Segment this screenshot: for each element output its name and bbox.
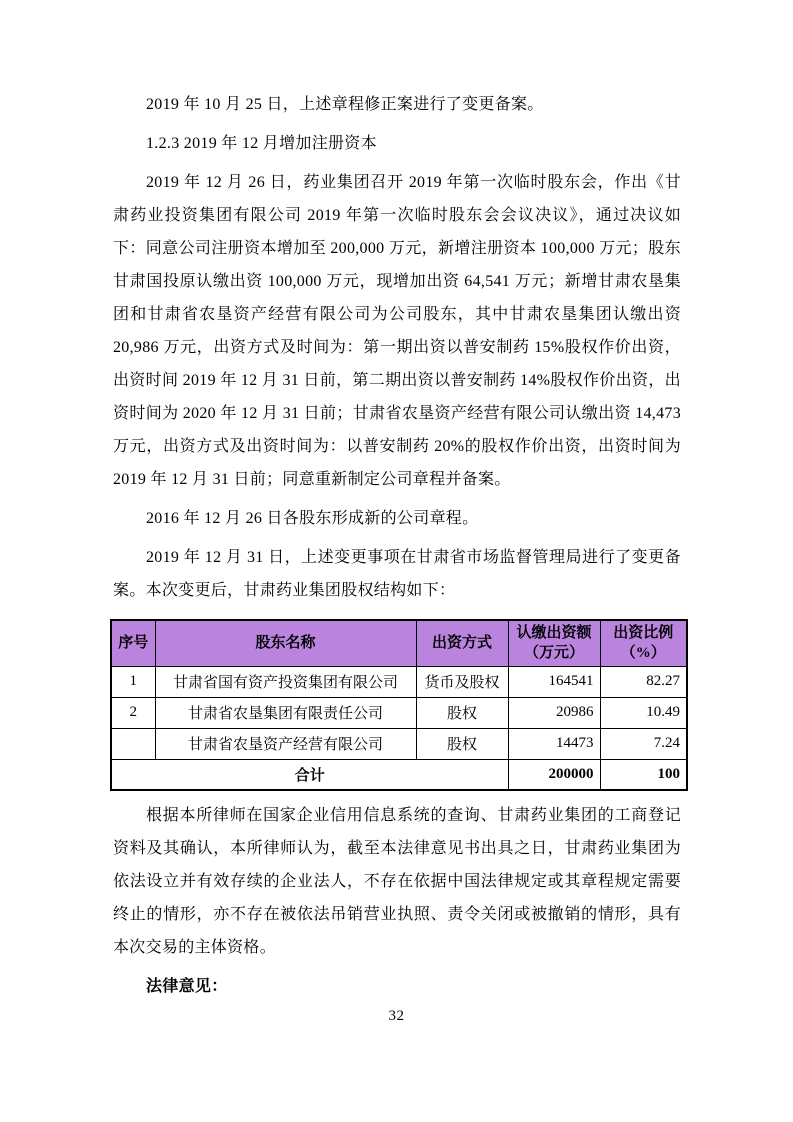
paragraph-capital-increase-resolution: 2019 年 12 月 26 日，药业集团召开 2019 年第一次临时股东会，作出《甘肃药业投资集团有限公司 2019 年第一次临时股东会会议决议》，通过决议如下：同意公司注册资本增加至 200,000 万元，新增注册资本 100,000 万元；股东甘肃国投原认缴出资 100,000 万元，现增加出资 64,541 万元；新增甘肃农垦集团和甘肃省农垦资产经营有限公司为公司股东，其中甘肃农垦集团认缴出资 20,986 万元，出资方式及时间为：第一期出资以普安制药 15%股权作价出资，出资时间 2019 年 12 月 31 日前，第二期出资以普安制药 14%股权作价出资，出资时间为 2020 年 12 月 31 日前；甘肃省农垦资产经营有限公司认缴出资 14,473 万元，出资方式及出资时间为：以普安制药 20%的股权作价出资，出资时间为 2019 年 12 月 31 日前；同意重新制定公司章程并备案。 [113,174,681,488]
cell-ratio: 82.27 [600,666,687,697]
cell-total-amount: 200000 [508,759,600,790]
cell-total-ratio: 100 [600,759,687,790]
paragraph-lawyer-conclusion: 根据本所律师在国家企业信用信息系统的查询、甘肃药业集团的工商登记资料及其确认，本所律师认为，截至本法律意见书出具之日，甘肃药业集团为依法设立并有效存续的企业法人，不存在依据中国法律规定或其章程规定需要终止的情形，亦不存在被依法吊销营业执照、责令关闭或被撤销的情形，具有本次交易的主体资格。 [113,807,681,956]
cell-method: 股权 [416,697,508,728]
cell-method: 股权 [416,728,508,759]
cell-amount: 14473 [508,728,600,759]
table-row [111,666,687,697]
cell-shareholder-name: 甘肃省国有资产投资集团有限公司 [155,666,416,697]
table-row [111,728,687,759]
cell-amount: 20986 [508,697,600,728]
cell-serial: 1 [111,666,155,697]
paragraph-change-filing-2019-12: 2019 年 12 月 31 日，上述变更事项在甘肃省市场监督管理局进行了变更备案。本次变更后，甘肃药业集团股权结构如下： [113,549,681,599]
header-cell-serial: 序号 [111,620,155,666]
header-cell-subscribed-amount: 认缴出资额（万元） [508,620,600,666]
page-number: 32 [388,1008,405,1024]
header-cell-contribution-method: 出资方式 [416,620,508,666]
cell-method: 货币及股权 [416,666,508,697]
paragraph-change-filing-2019-10: 2019 年 10 月 25 日，上述章程修正案进行了变更备案。 [146,96,544,113]
header-cell-shareholder-name: 股东名称 [155,620,416,666]
paragraph-new-charter-2016: 2016 年 12 月 26 日各股东形成新的公司章程。 [146,510,479,527]
shareholding-table [110,619,688,791]
cell-shareholder-name: 甘肃省农垦集团有限责任公司 [155,697,416,728]
table-header-row [111,620,687,666]
table-total-row [111,759,687,790]
cell-amount: 164541 [508,666,600,697]
cell-ratio: 10.49 [600,697,687,728]
cell-shareholder-name: 甘肃省农垦资产经营有限公司 [155,728,416,759]
header-cell-contribution-ratio: 出资比例（%） [600,620,687,666]
cell-serial [111,728,155,759]
table-row [111,697,687,728]
cell-ratio: 7.24 [600,728,687,759]
legal-opinion-heading: 法律意见： [146,978,228,995]
cell-serial: 2 [111,697,155,728]
cell-total-label: 合计 [111,759,508,790]
section-heading-1-2-3: 1.2.3 2019 年 12 月增加注册资本 [146,135,377,152]
